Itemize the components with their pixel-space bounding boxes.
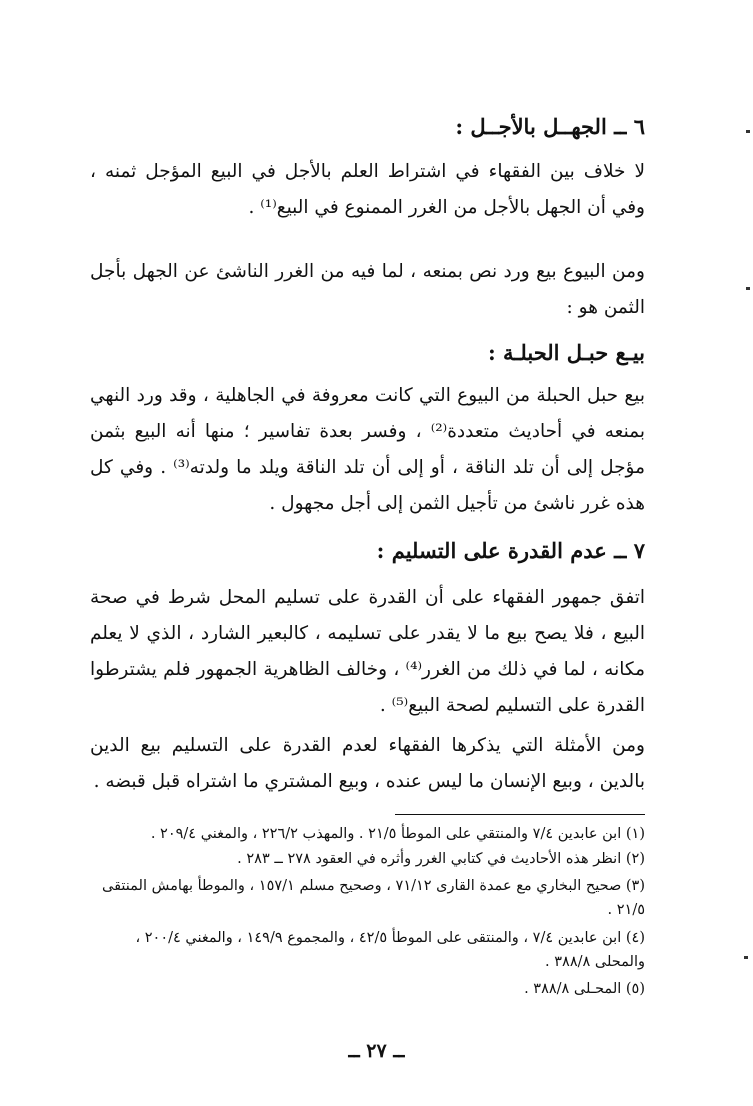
subheading-habal-al-habala: بيـع حبـل الحبلـة : — [487, 340, 645, 365]
paragraph-2: ومن البيوع بيع ورد نص بمنعه ، لما فيه من الغرر الناشئ عن الجهل بأجل الثمن هو : — [90, 261, 645, 318]
paragraph-5: ومن الأمثلة التي يذكرها الفقهاء لعدم القدرة على التسليم بيع الدين بالدين ، وبيع الإنسان ما ليس عنده ، وبيع المشتري ما اشتراه قبل قبضه . — [90, 735, 645, 792]
scan-speck — [746, 130, 750, 133]
footnote-3: (٣) صحيح البخاري مع عمدة القارى ٧١/١٢ ، وصحيح مسلم ١٥٧/١ ، والموطأ بهامش المنتقى ٢١/٥ . — [102, 878, 645, 918]
footnote-separator — [395, 814, 645, 815]
footnote-5: (٥) المحـلى ٣٨٨/٨ . — [524, 981, 645, 997]
paragraph-1: لا خلاف بين الفقهاء في اشتراط العلم بالأجل في البيع المؤجل ثمنه ، وفي أن الجهل بالأجل من الغرر الممنوع في البيع⁽¹⁾ . — [90, 161, 645, 218]
footnote-1: (١) ابن عابدين ٧/٤ والمنتقي على الموطأ ٢١/٥ . والمهذب ٢٢٦/٢ ، والمغني ٢٠٩/٤ . — [150, 826, 645, 842]
scan-speck — [744, 956, 748, 959]
section-heading-7: ٧ ــ عدم القدرة على التسليم : — [376, 538, 645, 563]
footnote-4: (٤) ابن عابدين ٧/٤ ، والمنتقى على الموطأ ٤٢/٥ ، والمجموع ١٤٩/٩ ، والمغني ٢٠٠/٤ ، والمحلى ٣٨٨/٨ . — [135, 930, 645, 970]
page-number: ــ ٢٧ ــ — [348, 1040, 405, 1062]
paragraph-4: اتفق جمهور الفقهاء على أن القدرة على تسليم المحل شرط في صحة البيع ، فلا يصح بيع ما لا يقدر على تسليمه ، كالبعير الشارد ، الذي لا يعلم مكانه ، لما في ذلك من الغرر⁽⁴⁾ ، وخالف الظاهرية الجمهور فلم يشترطوا القدرة على التسليم لصحة البيع⁽⁵⁾ . — [90, 587, 645, 716]
paragraph-3: بيع حبل الحبلة من البيوع التي كانت معروفة في الجاهلية ، وقد ورد النهي بمنعه في أحاديث متعددة⁽²⁾ ، وفسر بعدة تفاسير ؛ منها أنه البيع بثمن مؤجل إلى أن تلد الناقة ، أو إلى أن تلد الناقة ويلد ما ولدته⁽³⁾ . وفي كل هذه غرر ناشئ من تأجيل الثمن إلى أجل مجهول . — [90, 385, 645, 514]
scan-speck — [746, 287, 750, 290]
footnote-2: (٢) انظر هذه الأحاديث في كتابي الغرر وأثره في العقود ٢٧٨ ــ ٢٨٣ . — [237, 851, 645, 867]
section-heading-6: ٦ ــ الجهــل بالأجــل : — [455, 114, 645, 139]
